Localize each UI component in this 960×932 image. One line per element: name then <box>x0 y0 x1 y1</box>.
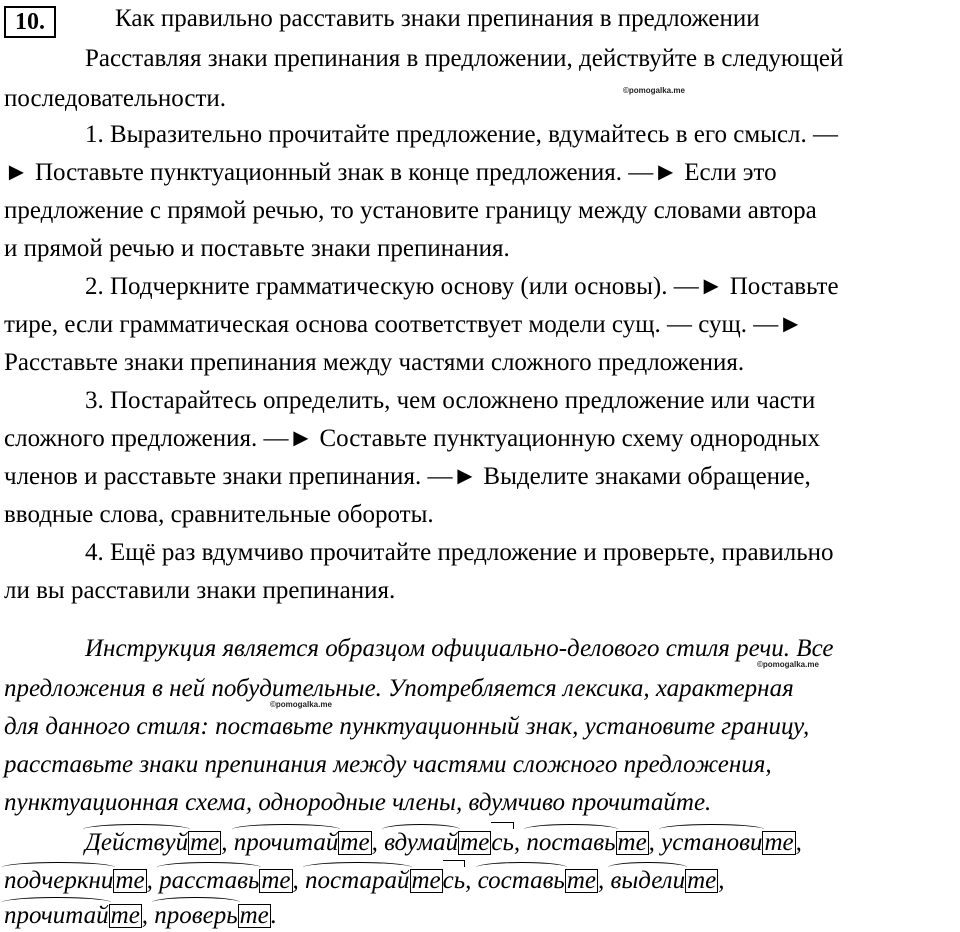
punctuation: , <box>465 867 478 894</box>
word-ending-box: те <box>115 867 145 894</box>
punctuation: , <box>371 829 385 856</box>
punctuation: , <box>718 867 725 894</box>
word-ending-box: те <box>110 902 140 929</box>
punctuation: , <box>141 902 155 929</box>
word-ending-box: те <box>190 829 220 856</box>
word-root: прочитай <box>233 829 339 856</box>
punctuation: , <box>292 867 306 894</box>
parsed-word <box>305 866 465 896</box>
step1-line-1: 1. Выразительно прочитайте предложение, вдумайтесь в его смысл. — <box>85 121 839 148</box>
parsed-word <box>154 901 270 931</box>
word-root: постарай <box>305 867 410 894</box>
word-ending-box: те <box>261 867 291 894</box>
word-root: поставь <box>526 829 616 856</box>
word-ending-box: те <box>687 867 717 894</box>
word-root: прочитай <box>4 902 109 929</box>
parsed-word <box>384 828 514 858</box>
punctuation: , <box>221 829 234 856</box>
task-title: Как правильно расставить знаки препинания в предложении <box>115 5 760 32</box>
step4-line-2: ли вы расставили знаки препинания. <box>4 577 396 604</box>
word-postfix: сь <box>491 829 514 856</box>
parsed-word <box>526 828 648 858</box>
step4-line-1: 4. Ещё раз вдумчиво прочитайте предложение и проверьте, правильно <box>85 539 834 566</box>
punctuation: , <box>597 867 611 894</box>
word-root: Действуй <box>85 829 189 856</box>
step3-line-3: членов и расставьте знаки препинания. —► Выделите знаками обращение, <box>4 463 811 490</box>
word-ending-box: те <box>239 902 269 929</box>
step2-line-3: Расставьте знаки препинания между частями сложного предложения. <box>4 349 745 376</box>
parsed-word <box>478 866 598 896</box>
analysis-line-5: пунктуационная схема, однородные члены, вдумчиво прочитайте. <box>4 789 712 816</box>
parsed-word <box>610 866 718 896</box>
punctuation: , <box>795 829 802 856</box>
watermark: ©pomogalka.me <box>623 86 685 95</box>
word-ending-box: те <box>617 829 647 856</box>
parsed-word <box>4 866 147 896</box>
intro-line-1: Расставляя знаки препинания в предложении, действуйте в следующей <box>85 45 844 72</box>
step2-line-1: 2. Подчеркните грамматическую основу (или основы). —► Поставьте <box>85 273 839 300</box>
watermark: ©pomogalka.me <box>270 700 332 709</box>
step3-line-4: вводные слова, сравнительные обороты. <box>4 501 434 528</box>
word-root: расставь <box>159 867 260 894</box>
analysis-line-3: для данного стиля: поставьте пунктуационный знак, установите границу, <box>4 713 810 740</box>
word-root: подчеркни <box>4 867 114 894</box>
parsed-word <box>661 828 795 858</box>
word-ending-box: те <box>411 867 441 894</box>
task-number: 10. <box>4 6 56 38</box>
step2-line-2: тире, если грамматическая основа соответствует модели сущ. — сущ. —► <box>4 311 803 338</box>
word-root: составь <box>477 867 565 894</box>
analysis-line-4: расставьте знаки препинания между частями сложного предложения, <box>4 751 772 778</box>
step1-line-4: и прямой речью и поставьте знаки препинания. <box>4 235 510 262</box>
step1-line-2: ► Поставьте пунктуационный знак в конце предложения. —► Если это <box>4 159 777 186</box>
word-root: выдели <box>610 867 686 894</box>
word-ending-box: те <box>460 829 490 856</box>
step1-line-3: предложение с прямой речью, то установите границу между словами автора <box>4 197 817 224</box>
word-postfix: сь <box>442 867 466 894</box>
punctuation: , <box>648 829 662 856</box>
step3-line-1: 3. Постарайтесь определить, чем осложнено предложение или части <box>85 387 816 414</box>
parsed-words-line-1 <box>85 828 802 858</box>
parsed-words-line-2 <box>4 866 724 896</box>
word-ending-box: те <box>566 867 596 894</box>
word-ending-box: те <box>764 829 794 856</box>
word-ending-box: те <box>340 829 370 856</box>
parsed-word <box>159 866 292 896</box>
parsed-word <box>85 828 221 858</box>
punctuation: . <box>270 902 278 929</box>
parsed-word <box>4 901 142 931</box>
step3-line-2: сложного предложения. —► Составьте пунктуационную схему однородных <box>4 425 820 452</box>
analysis-line-1: Инструкция является образцом официально-делового стиля речи. Все <box>85 635 834 662</box>
intro-line-2: последовательности. <box>4 85 227 112</box>
parsed-words-line-3 <box>4 901 277 931</box>
word-root: вдумай <box>384 829 459 856</box>
punctuation: , <box>513 829 527 856</box>
watermark: ©pomogalka.me <box>757 660 819 669</box>
word-root: установи <box>661 829 763 856</box>
punctuation: , <box>146 867 160 894</box>
analysis-line-2: предложения в ней побудительные. Употребляется лексика, характерная <box>4 675 794 702</box>
word-root: проверь <box>154 902 238 929</box>
parsed-word <box>234 828 372 858</box>
